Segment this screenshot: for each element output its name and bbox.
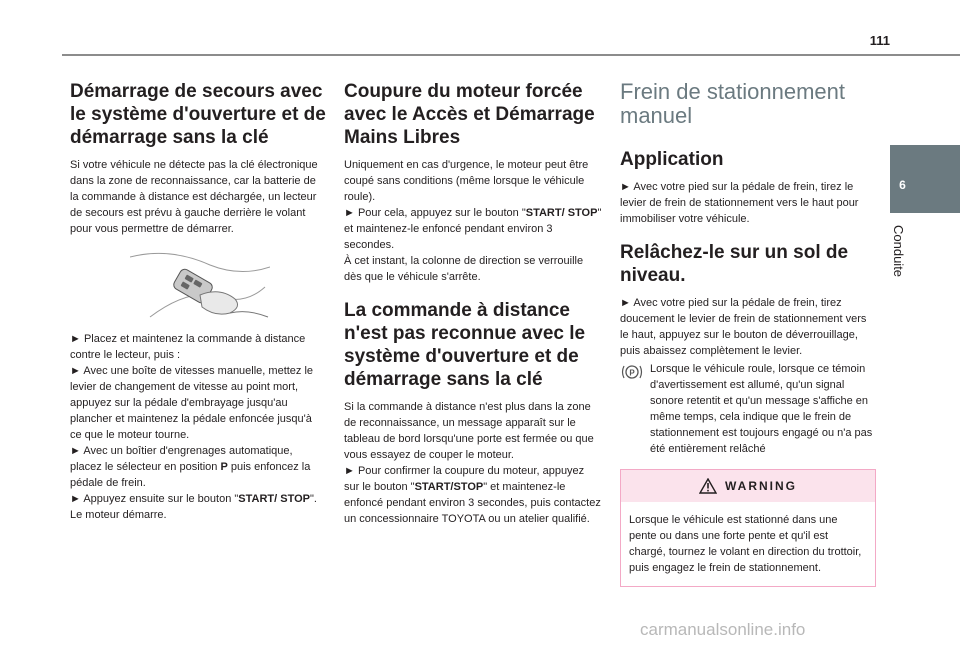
page-number: 111	[869, 33, 890, 48]
release-step: ► Avec votre pied sur la pédale de frein, tirez doucement le levier de frein de stationnement vers le haut, appuyez sur le bouton de déverrouillage, puis abaissez complètement le levier.	[620, 297, 867, 357]
top-rule	[62, 54, 960, 56]
forced-stop-note: À cet instant, la colonne de direction se verrouille dès que le véhicule s'arrête.	[344, 255, 584, 283]
warning-triangle-icon	[699, 478, 717, 494]
column-emergency-start	[70, 80, 326, 523]
section-title-emergency-start: Démarrage de secours avec le système d'ouverture et de démarrage sans la clé	[70, 81, 326, 148]
chapter-number: 6	[899, 178, 906, 192]
subsection-title-application: Application	[620, 149, 724, 170]
warning-text: Lorsque le véhicule est stationné dans une pente ou dans une forte pente et qu'il est chargé, tournez le volant en direction du trottoir, puis engagez le frein de stationnement.	[629, 514, 862, 574]
column-parking-brake	[620, 80, 876, 587]
warning-box	[620, 469, 876, 587]
emergency-start-step-3: ► Avec un boîtier d'engrenages automatique, placez le sélecteur en position P puis enfoncez la pédale de frein.	[70, 445, 311, 489]
svg-text:P: P	[629, 368, 635, 378]
remote-not-recognized-intro: Si la commande à distance n'est plus dans la zone de reconnaissance, un message apparaît sur le tableau de bord lorsqu'une porte est fermée ou que vous essayez de couper le moteur.	[344, 401, 594, 461]
warning-header	[621, 470, 875, 502]
note-row	[620, 361, 876, 457]
subsection-title-release: Relâchez-le sur un sol de niveau.	[620, 242, 849, 286]
remote-not-recognized-step: ► Pour confirmer la coupure du moteur, appuyez sur le bouton "START/STOP" et maintenez-le enfoncé pendant environ 3 secondes, puis contactez un concessionnaire TOYOTA ou un atelier qualifié.	[344, 465, 601, 525]
chapter-label	[891, 225, 915, 305]
forced-stop-step: ► Pour cela, appuyez sur le bouton "START/ STOP" et maintenez-le enfoncé pendant environ 3 secondes.	[344, 207, 602, 251]
chapter-title: Conduite	[891, 225, 906, 278]
brake-note-text: Lorsque le véhicule roule, lorsque ce témoin d'avertissement est allumé, qu'un signal sonore retentit et qu'un message s'affiche en même temps, cela indique que le frein de stationnement est toujours engagé ou n'a pas été entièrement relâché	[650, 363, 873, 455]
emergency-start-result: Le moteur démarre.	[70, 509, 167, 521]
emergency-start-step-4: ► Appuyez ensuite sur le bouton "START/ STOP".	[70, 493, 317, 505]
column-forced-stop	[344, 80, 602, 527]
remote-key-reader-illustration	[130, 247, 270, 327]
emergency-start-step-2: ► Avec une boîte de vitesses manuelle, mettez le levier de changement de vitesse au point mort, appuyez sur la pédale d'embrayage jusqu'au plancher et maintenez la pédale enfoncée jusqu'à ce que le moteur tourne.	[70, 365, 314, 441]
chapter-tab	[890, 145, 960, 213]
section-title-remote-not-recognized: La commande à distance n'est pas reconnue avec le système d'ouverture et de démarrage sans la clé	[344, 300, 586, 390]
application-step: ► Avec votre pied sur la pédale de frein, tirez le levier de frein de stationnement vers le haut pour immobiliser votre véhicule.	[620, 181, 859, 225]
emergency-start-intro: Si votre véhicule ne détecte pas la clé électronique dans la zone de reconnaissance, car la batterie de la commande à distance est déchargée, un lecteur de secours est prévu à gauche derrière le volant pour vous permettre de démarrer.	[70, 159, 318, 235]
brake-warning-icon	[620, 361, 644, 383]
emergency-start-step-1: ► Placez et maintenez la commande à distance contre le lecteur, puis :	[70, 333, 306, 361]
section-title-forced-stop: Coupure du moteur forcée avec le Accès et Démarrage Mains Libres	[344, 81, 595, 148]
warning-label: WARNING	[725, 479, 797, 493]
forced-stop-intro: Uniquement en cas d'urgence, le moteur peut être coupé sans conditions (même lorsque le véhicule roule).	[344, 159, 589, 203]
watermark: carmanualsonline.info	[640, 620, 806, 639]
section-title-parking-brake: Frein de stationnement manuel	[620, 79, 846, 128]
